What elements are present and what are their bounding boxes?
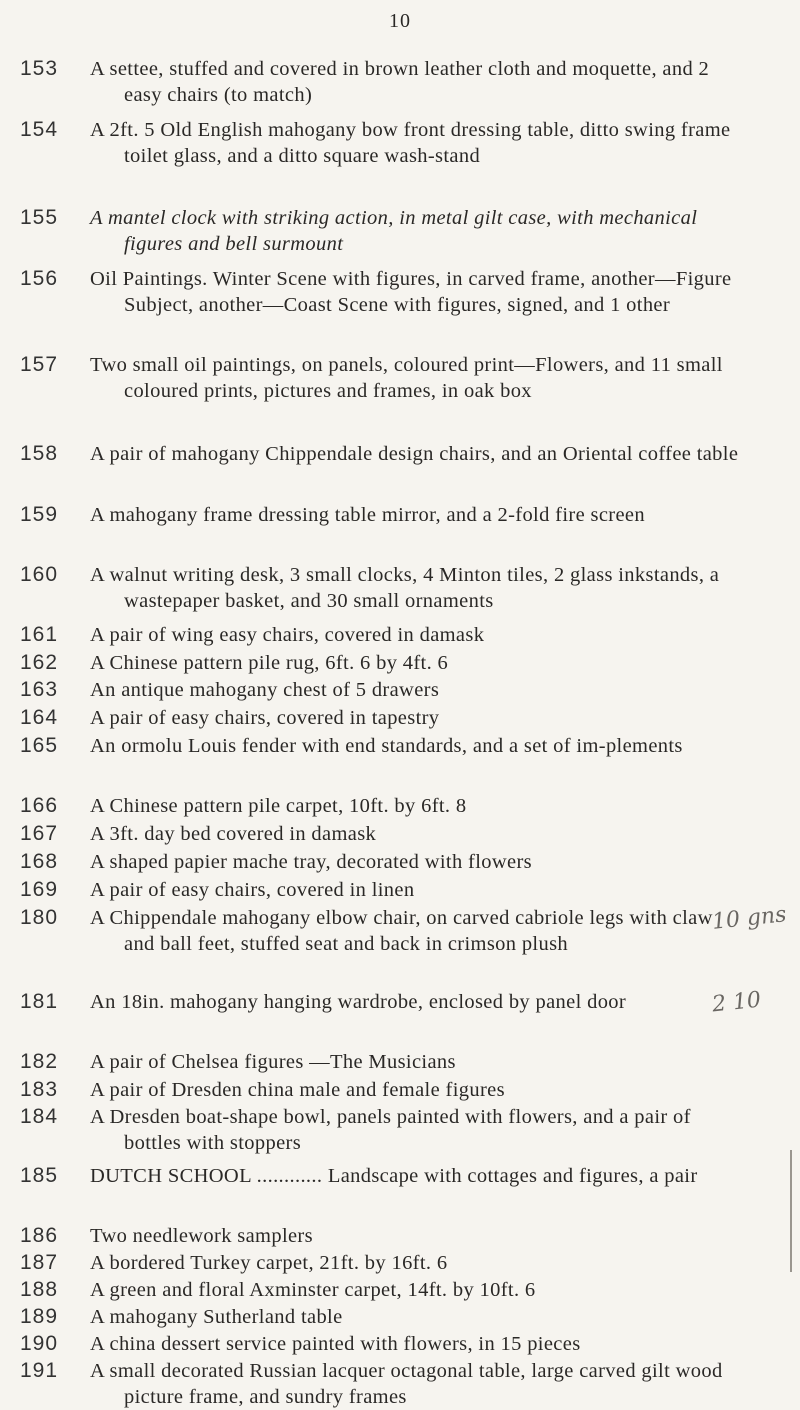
lot-number: 157 (20, 353, 59, 376)
lot-number: 180 (20, 906, 59, 929)
lot-description: A mahogany Sutherland table (90, 1306, 343, 1328)
page-edge (790, 1150, 800, 1272)
lot-description: A settee, stuffed and covered in brown leather cloth and moquette, and 2 easy chairs (to match) (90, 58, 710, 106)
lot-description: A pair of easy chairs, covered in linen (90, 879, 415, 901)
lot-description: A Chippendale mahogany elbow chair, on carved cabriole legs with claw and ball feet, stuffed seat and back in crimson plush (90, 907, 713, 955)
lot-number: 186 (20, 1224, 59, 1247)
lot-number: 153 (20, 57, 59, 80)
lot-number: 188 (20, 1278, 59, 1301)
lot-description: A pair of Chelsea figures —The Musicians (90, 1051, 456, 1073)
handwritten-note: 2 10 (710, 987, 763, 1018)
lot-number: 160 (20, 563, 59, 586)
lot-description: An antique mahogany chest of 5 drawers (90, 679, 440, 701)
lot-description: A pair of Dresden china male and female figures (90, 1079, 505, 1101)
lot-description: A Chinese pattern pile rug, 6ft. 6 by 4ft. 6 (90, 652, 449, 674)
lot-number: 181 (20, 990, 59, 1013)
lot-description: A pair of easy chairs, covered in tapestry (90, 707, 440, 729)
lot-description: A mahogany frame dressing table mirror, and a 2-fold fire screen (90, 504, 645, 526)
page-number: 10 (389, 10, 411, 32)
lot-description: A small decorated Russian lacquer octagonal table, large carved gilt wood picture frame, and sundry frames (90, 1360, 723, 1408)
lot-number: 190 (20, 1332, 59, 1355)
lot-number: 182 (20, 1050, 59, 1073)
lot-description: A shaped papier mache tray, decorated with flowers (90, 851, 532, 873)
lot-number: 167 (20, 822, 59, 845)
lot-number: 166 (20, 794, 59, 817)
lot-number: 189 (20, 1305, 59, 1328)
lot-number: 169 (20, 878, 59, 901)
lot-description: A china dessert service painted with flowers, in 15 pieces (90, 1333, 581, 1355)
lot-number: 165 (20, 734, 59, 757)
lot-number: 156 (20, 267, 59, 290)
lot-description: A 3ft. day bed covered in damask (90, 823, 377, 845)
lot-number: 154 (20, 118, 59, 141)
lot-description: A Dresden boat-shape bowl, panels painted with flowers, and a pair of bottles with stoppers (90, 1106, 691, 1154)
lot-description: A mantel clock with striking action, in metal gilt case, with mechanical figures and bell surmount (90, 207, 698, 255)
lot-number: 158 (20, 442, 59, 465)
lot-number: 168 (20, 850, 59, 873)
lot-number: 155 (20, 206, 59, 229)
lot-number: 183 (20, 1078, 59, 1101)
lot-description: Oil Paintings. Winter Scene with figures, in carved frame, another—Figure Subject, another—Coast Scene with figures, signed, and 1 other (90, 268, 732, 316)
lot-description: An 18in. mahogany hanging wardrobe, enclosed by panel door (90, 991, 627, 1013)
lot-description: DUTCH SCHOOL ............ Landscape with cottages and figures, a pair (90, 1165, 698, 1187)
lot-number: 191 (20, 1359, 59, 1382)
lot-description: A green and floral Axminster carpet, 14ft. by 10ft. 6 (90, 1279, 536, 1301)
lot-number: 184 (20, 1105, 59, 1128)
lot-number: 159 (20, 503, 59, 526)
handwritten-note: 10 gns (710, 902, 788, 935)
lot-description: A 2ft. 5 Old English mahogany bow front dressing table, ditto swing frame toilet glass, and a ditto square wash-stand (90, 119, 731, 167)
lot-number: 185 (20, 1164, 59, 1187)
lot-description: A pair of wing easy chairs, covered in damask (90, 624, 485, 646)
lot-description: An ormolu Louis fender with end standards, and a set of im-plements (90, 735, 683, 757)
lot-number: 162 (20, 651, 59, 674)
lot-description: A pair of mahogany Chippendale design chairs, and an Oriental coffee table (90, 443, 739, 465)
lot-description: Two needlework samplers (90, 1225, 313, 1247)
lot-number: 163 (20, 678, 59, 701)
lot-description: A Chinese pattern pile carpet, 10ft. by 6ft. 8 (90, 795, 467, 817)
lot-number: 164 (20, 706, 59, 729)
lot-description: A bordered Turkey carpet, 21ft. by 16ft. 6 (90, 1252, 448, 1274)
lot-description: A walnut writing desk, 3 small clocks, 4 Minton tiles, 2 glass inkstands, a wastepaper basket, and 30 small ornaments (90, 564, 720, 612)
lot-number: 187 (20, 1251, 59, 1274)
lot-description: Two small oil paintings, on panels, coloured print—Flowers, and 11 small coloured prints, pictures and frames, in oak box (90, 354, 723, 402)
lot-number: 161 (20, 623, 59, 646)
